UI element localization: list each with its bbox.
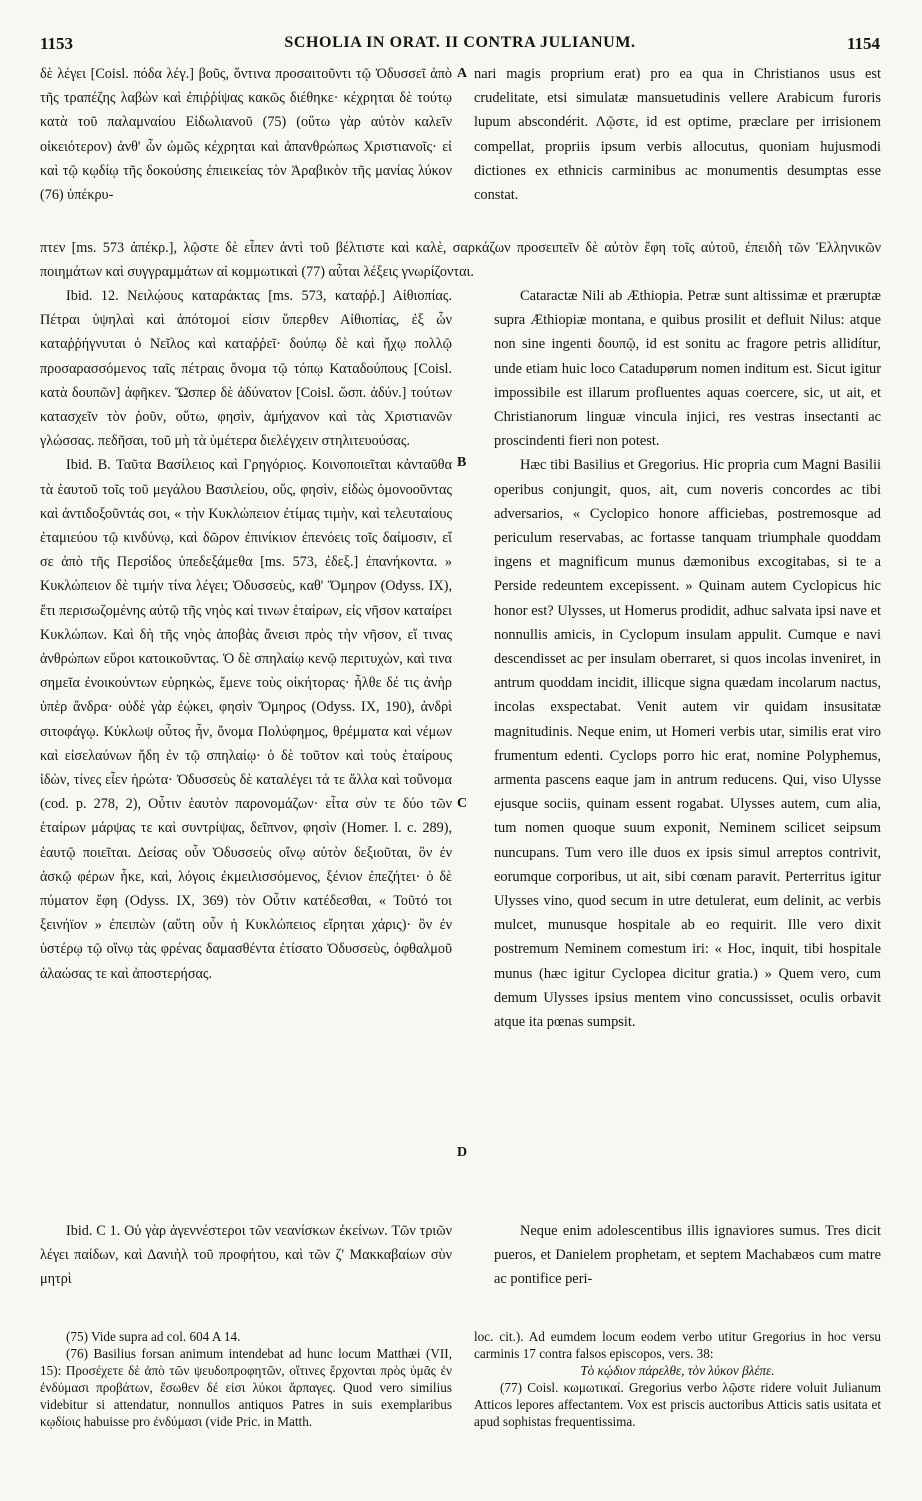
latin-paragraph: nari magis proprium erat) pro ea qua in Christianos usus est crudelitate, etsi simulatæ mansuetudinis vellere Arabicum furoris lupum abscondérit. Λῷστε, id est optime, præclare per irrisionem compellat, propriis ipsum verbis allocutus, quoniam hujusmodi dictiones ex ethnicis carminibus ac monumentis desumptas esse constat. bbox=[474, 66, 881, 204]
latin-paragraph: Neque enim adolescentibus illis ignaviores sumus. Tres dicit pueros, et Danielem prophetam, et septem Machabæos cum matre ac pontifice peri- bbox=[494, 1223, 881, 1288]
running-title: SCHOLIA IN ORAT. II CONTRA JULIANUM. bbox=[284, 34, 636, 51]
greek-paragraph-nile: Ibid. 12. Νειλῴους καταράκτας [ms. 573, καταῤῥ.] Αἰθιοπίας. Πέτραι ὑψηλαὶ καὶ ἀπότομοί εἰσιν ὕπερθεν Αἰθιοπίας, ἐξ ὧν καταῤῥήγνυται ὁ Νεῖλος καὶ καταῤῥεῖ· δούπῳ δὲ καὶ ἤχῳ πολλῷ προσαρασσόμενος ταῖς πέτραις ὄνομα τῷ τόπῳ Καταδούπους [Coisl. κατὰ δουπῶν] ἀφῆκεν. Ὥσπερ δὲ ἀδύνατον [Coisl. ὥσπ. ἀδύν.] τούτων κατασχεῖν τὸν ῥοῦν, οὕτω, φησὶν, ἀμήχανον καὶ τὰς Χριστιανῶν γλώσσας. πεδῆσαι, τοῦ μὴ τὰ ὑμέτερα διελέγχειν στηλιτευούσας. bbox=[40, 288, 452, 450]
margin-marker-d: D bbox=[457, 1145, 468, 1160]
latin-text-block-c bbox=[494, 1219, 881, 1292]
latin-text-block-b bbox=[494, 284, 881, 1034]
margin-marker-b: B bbox=[457, 455, 467, 470]
footnote-75: (75) Vide supra ad col. 604 A 14. bbox=[66, 1329, 241, 1344]
footnotes-left bbox=[40, 1328, 452, 1430]
greek-full-width-line bbox=[40, 236, 881, 284]
margin-marker-a: A bbox=[457, 66, 468, 81]
greek-text-block-b bbox=[40, 284, 452, 986]
greek-paragraph: δὲ λέγει [Coisl. πόδα λέγ.] βοῦς, ὅντινα προσαιτοῦντι τῷ Ὀδυσσεῖ ἀπὸ τῆς τραπέζης λαβὼν καὶ ἐπιῤῥίψας κακῶς διέθηκε· κέχρηται δὲ τούτῳ κατὰ τοῦ παλαμναίου Εἰδωλιανοῦ (75) (οὕτω γὰρ αὐτὸν καλεῖν οἰκειότερον) ἀνθ' ὧν ὠμῶς κέχρηται καὶ ἀπανθρώπως Χριστιανοῖς· εἰ καὶ τῷ κῳδίῳ τῆς δοκούσης ἐπιεικείας τὸν Ἀραβικὸν τῆς μανίας λύκον (76) ὑπέκρυ- bbox=[40, 66, 452, 204]
footnotes-right bbox=[474, 1328, 881, 1430]
footnote-76: (76) Basilius forsan animum intendebat ad hunc locum Matthæi (VII, 15): Προσέχετε δὲ ἀπὸ τῶν ψευδοπροφητῶν, οἵτινες ἔρχονται πρὸς ὑμᾶς ἐν ἐνδύμασι προβάτων, ἔσωθεν δέ εἰσι λύκοι ἅρπαγες. Quod vero similius videbitur si attendatur, nonnullos antiquos Patres in suis exemplaribus κῳδίοις habuisse pro ἐνδύμασι (vide Pric. in Matth. bbox=[40, 1346, 452, 1429]
footnote-76-continued: loc. cit.). Ad eumdem locum eodem verbo utitur Gregorius in hoc versu carminis 17 contra falsos episcopos, vers. 38: bbox=[474, 1329, 881, 1361]
greek-paragraph: Ibid. C 1. Οὐ γὰρ ἀγεννέστεροι τῶν νεανίσκων ἐκείνων. Τῶν τριῶν λέγει παίδων, καὶ Δανιὴλ τοῦ προφήτου, καὶ τῶν ζ' Μακκαβαίων σὺν μητρὶ bbox=[40, 1223, 452, 1288]
page-number-right: 1154 bbox=[846, 34, 880, 53]
latin-text-block-a bbox=[474, 62, 881, 207]
page-header bbox=[40, 34, 880, 56]
footnote-77: (77) Coisl. κωμωτικαί. Gregorius verbo λῷστε ridere voluit Julianum Atticos lepores affectantem. Vox est priscis auctoribus Atticis satis usitata et apud sophistas frequentissima. bbox=[474, 1380, 881, 1429]
greek-paragraph-cyclops: Ibid. B. Ταῦτα Βασίλειος καὶ Γρηγόριος. Κοινοποιεῖται κἀνταῦθα τὰ ἑαυτοῦ τοῖς τοῦ μεγάλου Βασιλείου, οὕς, φησὶν, εἰδὼς ὁμονοοῦντας καὶ ἀντιδοξοῦντάς σοι, « τὴν Κυκλώπειον ἐτίμας τιμὴν, καὶ τελευταίους ἐταμιεύου τῷ κινδύνῳ, καὶ δῶρον ἐπινίκιον ἐπενόεις τοῖς δαίμοσιν, εἴ σε ἀπὸ τῆς Περσίδος ὑπεδεξάμεθα [ms. 573, ἐδεξ.] ἐπανήκοντα. » Κυκλώπειον δὲ τιμήν τίνα λέγει; Ὀδυσσεὺς, καθ' Ὅμηρον (Odyss. IX), ἔτι περισωζομένης αὐτῷ τῆς νηὸς καί τινων ἑταίρων, εἰς νῆσον καταίρει Κυκλώπων. Καὶ δὴ τῆς νηὸς ἀποβὰς ἄνεισι πρὸς τὴν νῆσον, εἴ τινας ἀνθρώπων εὕροι κατοικοῦντας. Ὁ δὲ σπηλαίῳ κενῷ περιτυχὼν, καὶ τινα σημεῖα ἐνοικούντων εὑρηκὼς, ἔμενε τοὺς οἰκήτορας· ἦλθε δέ τις ἀνὴρ ὑπὲρ ἄνδρα· οὐδὲ γὰρ ἐῴκει, φησὶν Ὅμηρος (Odyss. IX, 190), ἀνδρὶ σιτοφάγῳ. Κύκλωψ οὗτος ἦν, ὄνομα Πολύφημος, θρέμματα καὶ νέμων καὶ εἰσελαύνων ἤδη ἐν τῷ σπηλαίῳ· ὁ δὲ τοῦτον καὶ τοὺς ἑταίρους ἰδὼν, τίνες εἶεν ἠρώτα· Ὀδυσσεὺς δὲ καταλέγει τά τε ἄλλα καὶ τοὔνομα (cod. p. 278, 2), Οὖτιν ἑαυτὸν παρονομάζων· εἶτα σὺν τε δύο τῶν ἑταίρων μάρψας τε καὶ συντρίψας, δεῖπνον, φησὶν (Homer. l. c. 289), ἑαυτῷ ποιεῖται. Δείσας οὖν Ὀδυσσεὺς οἴνῳ αὐτὸν δεξιοῦται, ὃν ἐν ἀσκῷ φέρων ἧκε, καὶ, λόγοις ἐκμειλισσόμενος, ξένιον ἐπεζήτει· ὁ δὲ πύματον ἔφη (Odyss. IX, 369) τὸν Οὖτιν κατέδεσθαι, « Τοῦτό τοι ξεινήϊον » ἐπειπὼν (αὕτη οὖν ἡ Κυκλώπειος εἴρηται χάρις)· ὃν ἐν ὑστέρῳ τῷ οἴνῳ τὰς φρένας δαμασθέντα ἐτίσατο Ὀδυσσεὺς, ὀφθαλμοῦ ἀλαώσας τε καὶ ἀποστερήσας. bbox=[40, 457, 452, 982]
greek-text-block-a bbox=[40, 62, 452, 207]
footnote-verse: Τὸ κῴδιον πάρελθε, τὸν λύκον βλέπε. bbox=[580, 1363, 775, 1378]
latin-paragraph-nile: Cataractæ Nili ab Æthiopia. Petræ sunt altissimæ et præruptæ supra Æthiopiæ montana, e quibus prosilit et defluit Nilus: atque non sine ingenti δουπῷ, id est sonitu ac fragore petris allidítur, unde etiam huic loco Catadupørum nomen inditum est. Sicut igitur impossibile est illarum profluentes aquas coercere, sic, ut ait, et Christianorum linguæ vincula injici, res vestras insectanti ac proscindenti fieri non potest. bbox=[494, 288, 881, 450]
latin-paragraph-cyclops: Hæc tibi Basilius et Gregorius. Hic propria cum Magni Basilii operibus conjungit, quos, ait, cum noveris concordes ac tibi adversarios, « Cyclopico honore afficiebas, postremosque ad periculum reservabas, ac fortasse tanquam triumphale quoddam ingens et magnificum munus dæmonibus excogitabas, si te a Perside redeuntem excepissent. » Quinam autem Cyclopicus hic honor est? Ulysses, ut Homerus prodidit, adhuc salvata ipsi nave et nonnullis amicis, in Cyclopum insulam appulit. Cumque e navi descendisset ac per insulam oberraret, si quos incolas inveniret, in antrum quoddam incidit, illicque signa quædam incolarum nactus, incolas exspectabat. Venit autem vir quidam insusitatæ magnitudinis. Neque enim, ut Homeri verbis utar, similis erat viro frumentum edenti. Cyclops porro hic erat, nomine Polyphemus, armenta pascens eaque jam in antrum reducens. Qui, viso Ulysse ejusque sociis, quinam essent rogabat. Ulysses autem, cum alia, tum nomen quoque suum exponit, Neminem scilicet seipsum nuncupans. Tum vero ille duos ex ipsis simul arreptos contrivit, eorumque corporibus, ut ait, sibi cœnam paravit. Perterritus igitur Ulysses vino, quod secum in utre detulerat, eum delinit, ac verbis mulcet, munusque hospitale ab eo requirit. Ille vero dixit postremum Neminem comestum iri: « Hoc, inquit, tibi hospitale munus (hæc igitur Cyclopea dicitur gratia.) » Quem vero, cum demum Ulysses ipsius mentem vino concussisset, oculis orbavit atque ita pœnas sumpsit. bbox=[494, 457, 881, 1031]
greek-paragraph: πτεν [ms. 573 ἀπέκρ.], λῷστε δὲ εἶπεν ἀντὶ τοῦ βέλτιστε καὶ καλὲ, σαρκάζων προσειπεῖν δὲ αὐτὸν ἔφη τοῖς αὐτοῦ, ἐπειδὴ τῶν Ἑλληνικῶν ποιημάτων καὶ συγγραμμάτων αἱ κομμωτικαὶ (77) αὗται λέξεις γνωρίζονται. bbox=[40, 240, 881, 281]
page-number-left: 1153 bbox=[40, 34, 74, 53]
greek-text-block-c bbox=[40, 1219, 452, 1292]
margin-marker-c: C bbox=[457, 796, 468, 811]
